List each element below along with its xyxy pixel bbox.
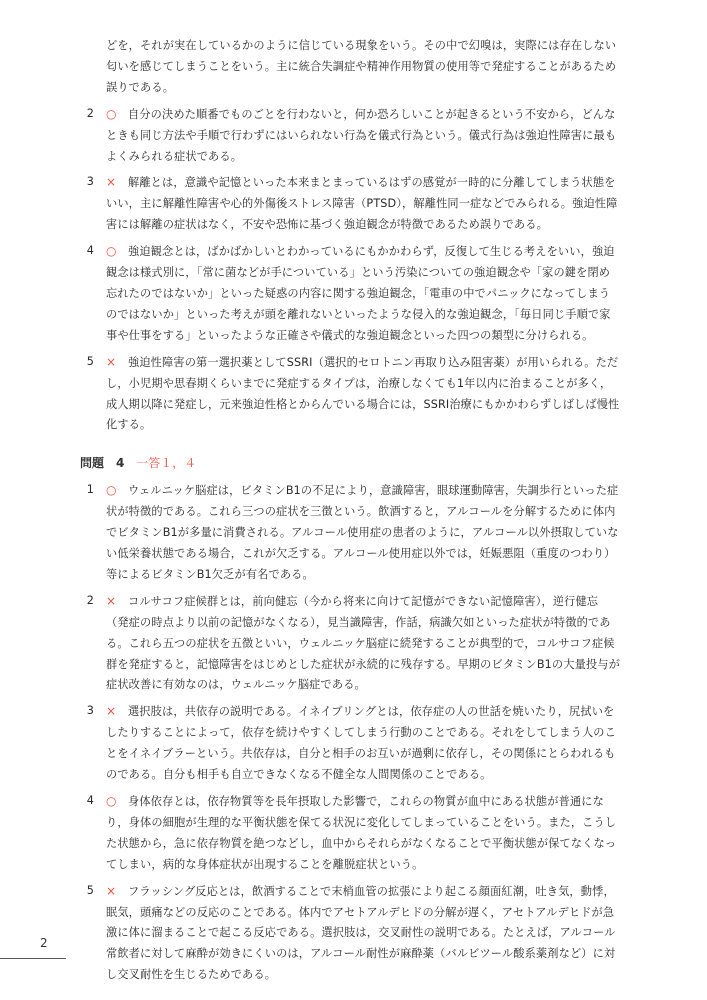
item-number: 2 <box>86 593 94 607</box>
item-number: 3 <box>86 175 94 189</box>
incorrect-mark: × <box>106 175 117 190</box>
list-item <box>80 591 620 697</box>
intro-paragraph: どを，それが実在しているかのように信じている現象をいう。その中で幻嗅は，実際には存在しない匂いを感じてしまうことをいう。主に統合失調症や精神作用物質の使用等で発症することがあるため誤りである。 <box>106 39 617 94</box>
list-item <box>80 791 620 876</box>
item-number: 1 <box>86 483 94 497</box>
item-text: 強迫性障害の第一選択薬としてSSRI（選択的セロトニン再取り込み阻害薬）が用いられる。ただし，小児期や思春期くらいまでに発症するタイプは，治療しなくても1年以内に治まることが多く，成人期以降に発症し，元来強迫性格とからんでいる場合には，SSRI治療にもかかわらずしばしば慢性化する。 <box>106 355 620 432</box>
correct-mark: ○ <box>106 483 117 498</box>
incorrect-mark: × <box>106 883 117 898</box>
page-number: 2 <box>40 936 48 950</box>
correct-mark: ○ <box>106 106 117 121</box>
item-number: 2 <box>86 106 94 120</box>
item-text: 身体依存とは，依存物質等を長年摂取した影響で，これらの物質が血中にある状態が普通になり，身体の細胞が生理的な平衡状態を保てる状況に変化してしまっていることをいう。また，こうした状態から，急に依存物質を絶つなどし，血中からそれらがなくなることで平衡状態が保てなくなってしまい，病的な身体症状が出現することを離脱症状という。 <box>106 795 617 871</box>
list-item <box>80 241 620 347</box>
item-text: コルサコフ症候群とは，前向健忘（今から将来に向けて記憶ができない記憶障害），逆行健忘（発症の時点より以前の記憶がなくなる），見当識障害，作話，病識欠如といった症状が特徴的である。これら五つの症状を五徴といい，ウェルニッケ脳症に続発することが典型的で，コルサコフ症候群を発症すると，記憶障害をはじめとした症状が永続的に残存する。早期のビタミンB1の大量投与が症状改善に有効なのは，ウェルニッケ脳症である。 <box>106 594 620 692</box>
item-number: 4 <box>86 794 94 807</box>
question-label: 問題 4 <box>80 456 125 471</box>
incorrect-mark: × <box>106 704 117 719</box>
item-text: 自分の決めた順番でものごとを行わないと，何か恐ろしいことが起きるという不安から，どんなときも同じ方法や手順で行わずにはいられない行為を儀式行為という。儀式行為は強迫性障害に最もよくみられる症状である。 <box>106 107 617 163</box>
list-item <box>80 172 620 236</box>
question-header <box>80 452 620 474</box>
correct-mark: ○ <box>106 794 117 808</box>
item-text: 解離とは，意識や記憶といった本来まとまっているはずの感覚が一時的に分離してしまう状態をいい，主に解離性障害や心的外傷後ストレス障害（PTSD），解離性同一症などでみられる。強迫性障害には解離の症状はなく，不安や恐怖に基づく強迫観念が特徴であるため誤りである。 <box>106 176 618 232</box>
list-item <box>80 352 620 437</box>
section-1 <box>80 36 620 991</box>
footer-rule <box>0 958 66 959</box>
list-item <box>80 104 620 168</box>
item-text: 選択肢は，共依存の説明である。イネイブリングとは，依存症の人の世話を焼いたり，尻拭いをしたりすることによって，依存を続けやすくしてしまう行動のことである。それをしてしまう人のことをイネイブラーという。共依存は，自分と相手のお互いが過剰に依存し，その関係にとらわれるものである。自分も相手も自立できなくなる不健全な人間関係のことである。 <box>106 705 616 782</box>
item-text: フラッシング反応とは，飲酒することで末梢血管の拡張により起こる顔面紅潮，吐き気，動悸，眠気，頭痛などの反応のことである。体内でアセトアルデヒドの分解が遅く，アセトアルデヒドが急激に体に溜まることで起こる反応である。選択肢は，交叉耐性の説明である。たとえば，アルコール常飲者に対して麻酔が効きにくいのは，アルコール耐性が麻酔薬（バルビツール酸系薬剤など）に対し交叉耐性を生じるためである。 <box>106 884 616 982</box>
item-text: 強迫観念とは，ばかばかしいとわかっているにもかかわらず，反復して生じる考えをいい，強迫観念は様式別に，「常に菌などが手についている」という汚染についての強迫観念や「家の鍵を閉め忘れたのではないか」といった疑惑の内容に関する強迫観念，「電車の中でパニックになってしまうのではないか」といった考えが頭を離れないといったような侵入的な強迫観念，「毎日同じ手順で家事や仕事をする」といったような正確さや儀式的な強迫観念といった四つの類型に分けられる。 <box>106 245 615 342</box>
incorrect-mark: × <box>106 593 117 608</box>
list-item <box>80 881 620 987</box>
item-text: ウェルニッケ脳症は，ビタミンB1の不足により，意識障害，眼球運動障害，失調歩行といった症状が特徴的である。これら三つの症状を三徴という。飲酒すると，アルコールを分解するために体内でビタミンB1が多量に消費される。アルコール使用症の患者のように，アルコール以外摂取していない低栄養状態である場合，これが欠乏する。アルコール使用症以外では，妊娠悪阻（重度のつわり）等によるビタミンB1欠乏が有名である。 <box>106 484 619 581</box>
item-number: 5 <box>86 354 94 368</box>
item-number: 4 <box>86 244 94 258</box>
list-item <box>80 701 620 786</box>
correct-mark: ○ <box>106 244 117 259</box>
list-item <box>80 480 620 586</box>
item-number: 3 <box>86 704 94 718</box>
item-number: 5 <box>86 883 94 897</box>
question-answer: 一答１，４ <box>136 456 197 471</box>
incorrect-mark: × <box>106 354 117 369</box>
